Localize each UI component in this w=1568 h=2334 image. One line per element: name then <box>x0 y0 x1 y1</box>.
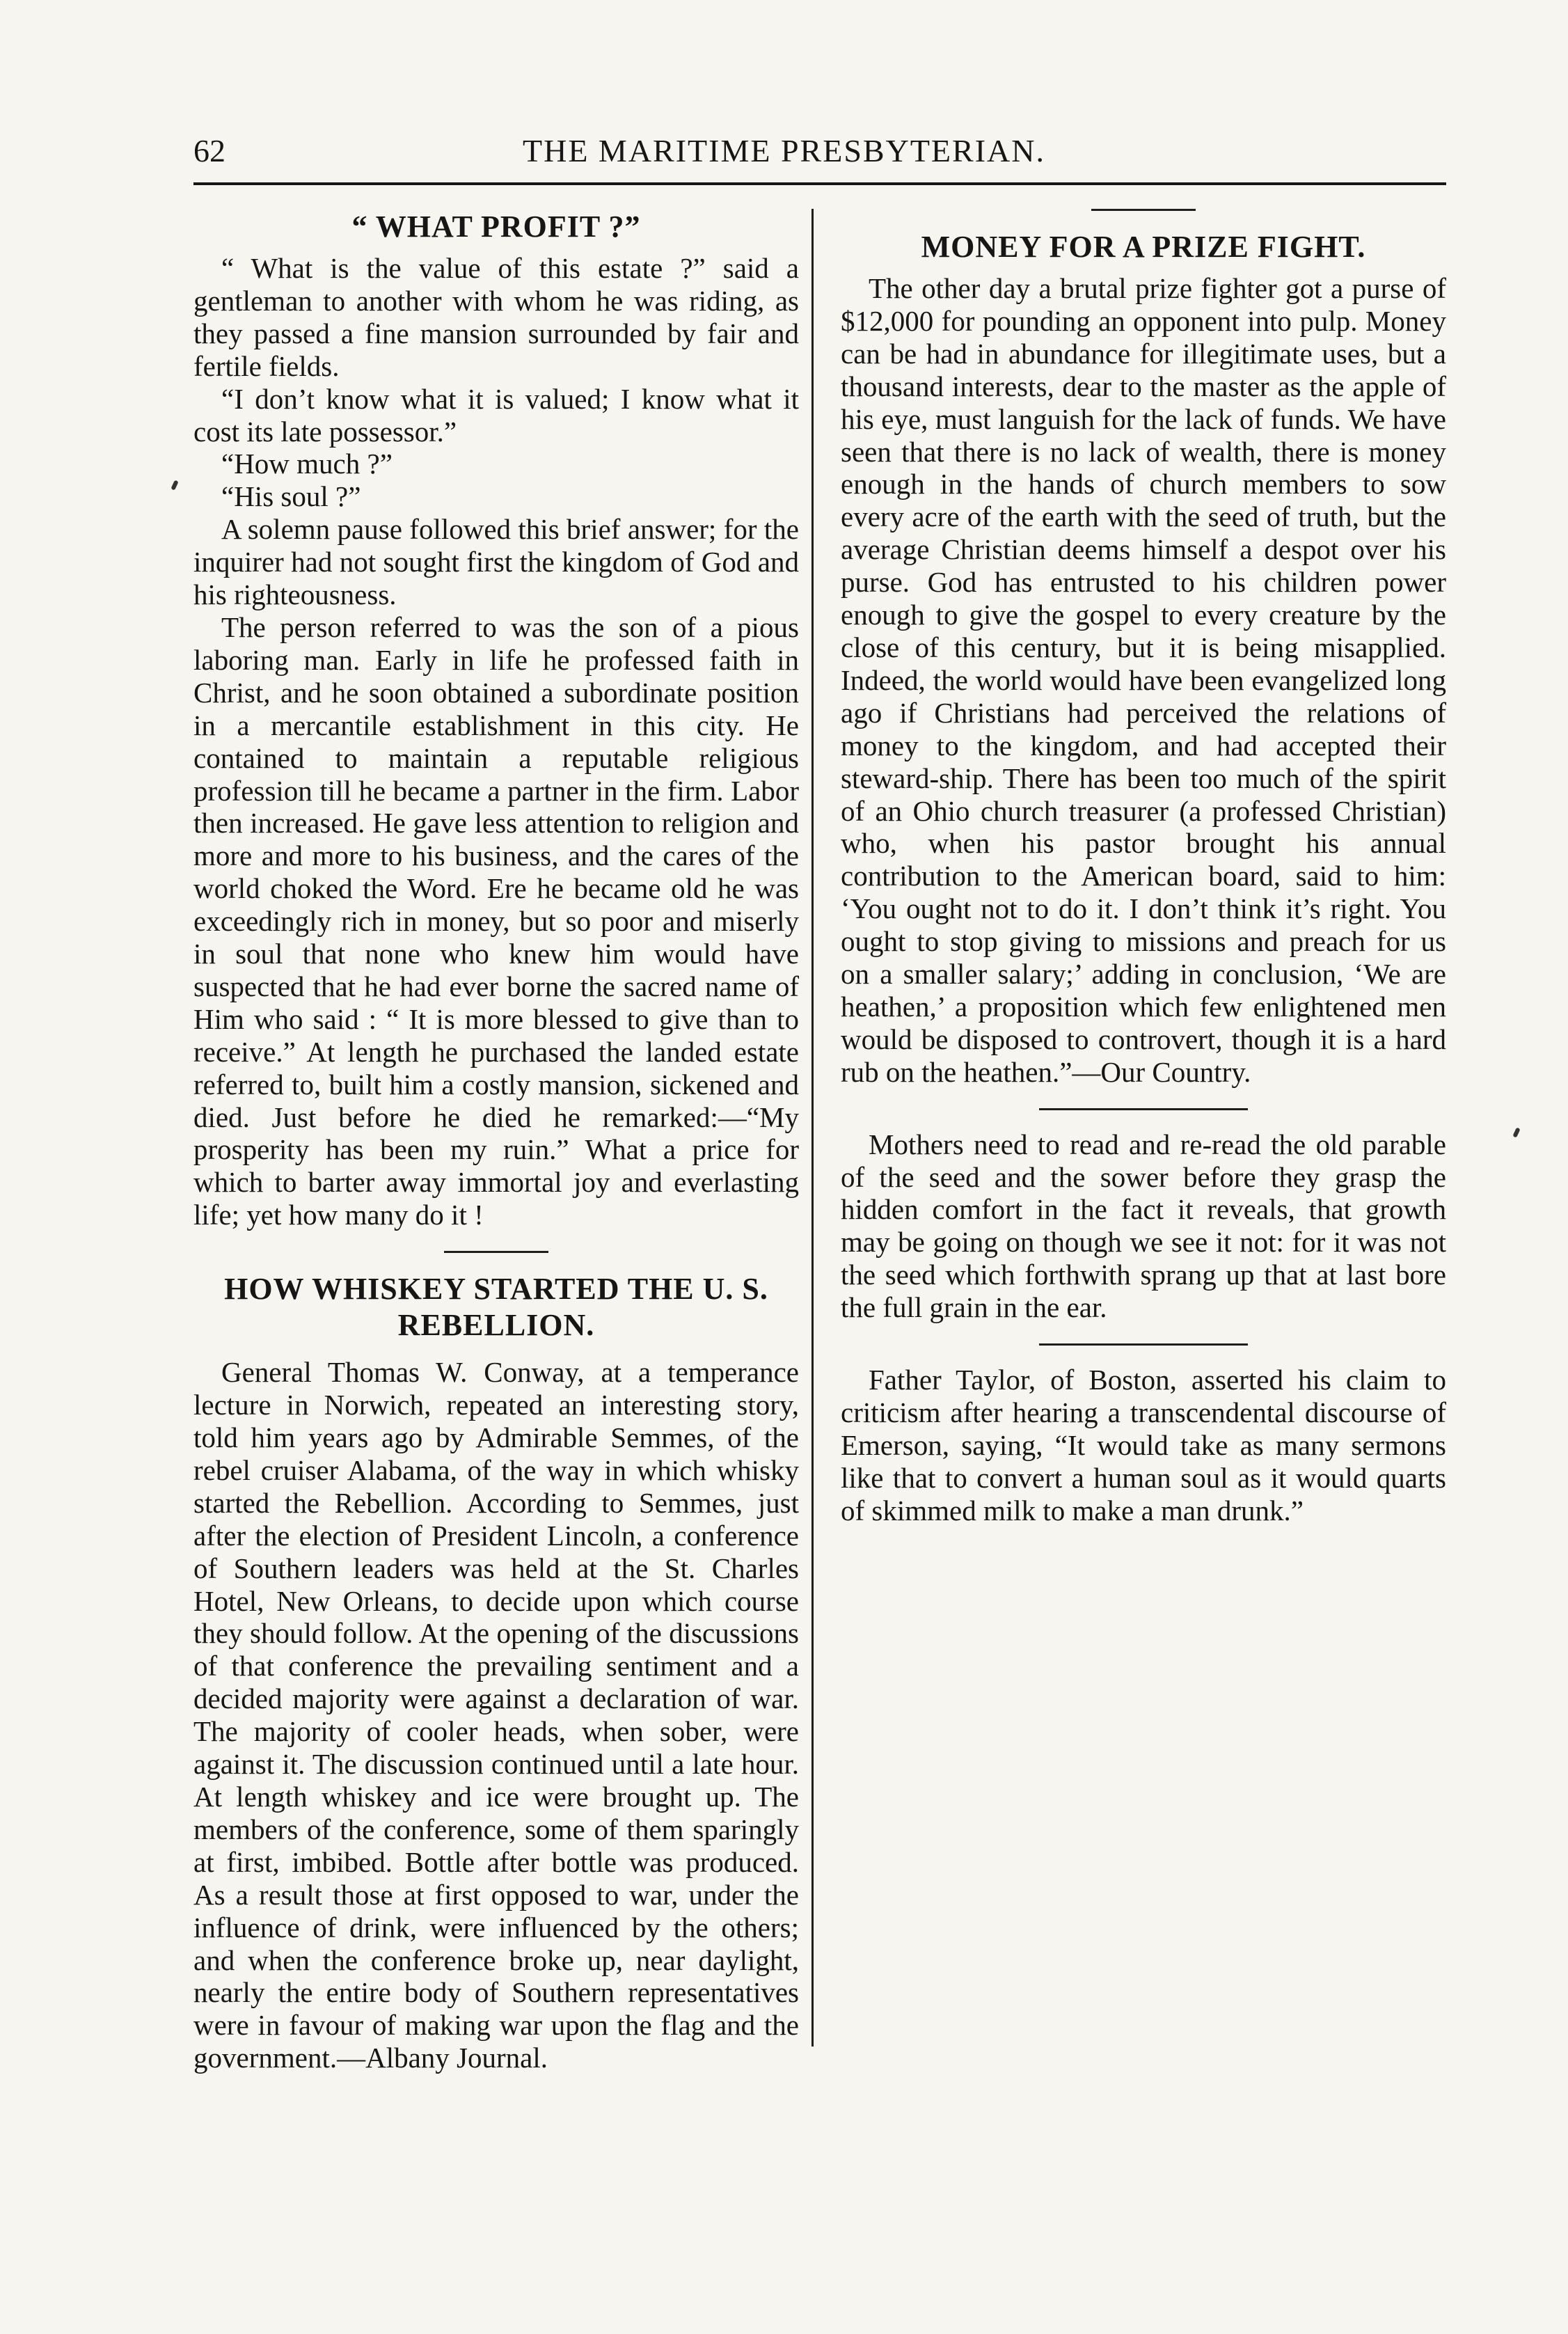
section-separator <box>444 1251 548 1253</box>
left-column <box>193 209 799 2074</box>
article-paragraph: “I don’t know what it is valued; I know what it cost its late possessor.” <box>193 382 799 448</box>
article-title-what-profit: “ WHAT PROFIT ?” <box>351 210 641 244</box>
ink-mark <box>171 480 178 490</box>
article-paragraph: “How much ?” <box>221 448 393 480</box>
article-paragraph: A solemn pause followed this brief answer; for the inquirer had not sought first the kingdom of God and his righteousness. <box>193 513 799 611</box>
ink-mark <box>1512 1127 1520 1137</box>
header-rule <box>193 182 1446 185</box>
section-separator <box>1039 1343 1248 1346</box>
right-column <box>841 209 1446 1527</box>
article-paragraph: Mothers need to read and re-read the old parable of the seed and the sower before they grasp the hidden comfort in the fact it reveals, that growth may be going on though we see it not: for it was not the seed which forthwith sprang up that at last bore the full grain in the ear. <box>841 1128 1446 1324</box>
section-separator <box>1091 209 1196 211</box>
page-title: THE MARITIME PRESBYTERIAN. <box>523 133 1045 168</box>
article-paragraph: “ What is the value of this estate ?” said a gentleman to another with whom he was riding, as they passed a fine mansion surrounded by fair and fertile fields. <box>193 252 799 382</box>
article-paragraph: Father Taylor, of Boston, asserted his claim to criticism after hearing a transcendental discourse of Emerson, saying, “It would take as many sermons like that to convert a human soul as it would quarts of skimmed milk to make a man drunk.” <box>841 1364 1446 1527</box>
article-title-whiskey: HOW WHISKEY STARTED THE U. S. REBELLION. <box>224 1272 768 1343</box>
page-number: 62 <box>193 133 225 168</box>
column-divider <box>811 209 814 2047</box>
article-title-prize-fight: MONEY FOR A PRIZE FIGHT. <box>921 230 1366 264</box>
article-paragraph: “His soul ?” <box>221 480 361 513</box>
article-paragraph: The other day a brutal prize fighter got a purse of $12,000 for pounding an opponent into pulp. Money can be had in abundance for illegitimate uses, but a thousand interests, dear to the master as the apple of his eye, must languish for the lack of funds. We have seen that there is no lack of wealth, there is money enough in the hands of church members to sow every acre of the earth with the seed of truth, but the average Christian deems himself a despot over his purse. God has entrusted to his children power enough to give the gospel to every creature by the close of this century, but it is being misapplied. Indeed, the world would have been evangelized long ago if Christians had perceived the relations of money to the kingdom, and had accepted their steward-ship. There has been too much of the spirit of an Ohio church treasurer (a professed Christian) who, when his pastor brought his annual contribution to the American board, said to him: ‘You ought not to do it. I don’t think it’s right. You ought to stop giving to missions and preach for us on a smaller salary;’ adding in conclusion, ‘We are heathen,’ a proposition which few enlightened men would be disposed to controvert, though it is a hard rub on the heathen.”—Our Country. <box>841 272 1446 1088</box>
article-paragraph: General Thomas W. Conway, at a temperance lecture in Norwich, repeated an interesting story, told him years ago by Admirable Semmes, of the rebel cruiser Alabama, of the way in which whisky started the Rebellion. According to Semmes, just after the election of President Lincoln, a conference of Southern leaders was held at the St. Charles Hotel, New Orleans, to decide upon which course they should follow. At the opening of the discussions of that conference the prevailing sentiment and a decided majority were against a declaration of war. The majority of cooler heads, when sober, were against it. The discussion continued until a late hour. At length whiskey and ice were brought up. The members of the conference, some of them sparingly at first, imbibed. Bottle after bottle was produced. As a result those at first opposed to war, under the influence of drink, were influenced by the others; and when the conference broke up, near daylight, nearly the entire body of Southern representatives were in favour of making war upon the flag and the government.—Albany Journal. <box>193 1356 799 2074</box>
section-separator <box>1039 1108 1248 1110</box>
article-paragraph: The person referred to was the son of a pious laboring man. Early in life he professed faith in Christ, and he soon obtained a subordinate position in a mercantile establishment in this city. He contained to maintain a reputable religious profession till he became a partner in the firm. Labor then increased. He gave less attention to religion and more and more to his business, and the cares of the world choked the Word. Ere he became old he was exceedingly rich in money, but so poor and miserly in soul that none who knew him would have suspected that he had ever borne the sacred name of Him who said : “ It is more blessed to give than to receive.” At length he purchased the landed estate referred to, built him a costly mansion, sickened and died. Just before he died he remarked:—“My prosperity has been my ruin.” What a price for which to barter away immortal joy and everlasting life; yet how many do it ! <box>193 610 799 1231</box>
